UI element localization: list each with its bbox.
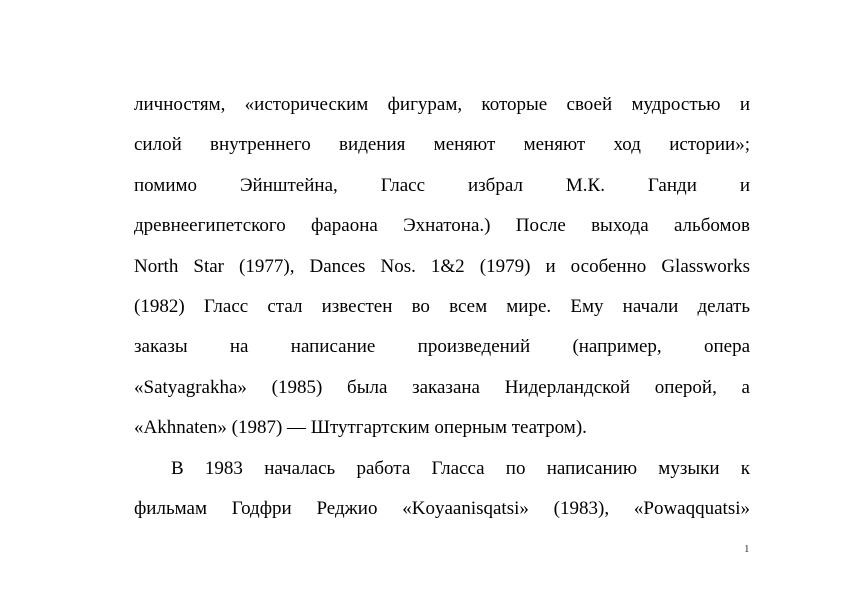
body-text	[134, 85, 750, 529]
text-line-2: силой внутреннего видения меняют меняют ход истории»;	[134, 134, 750, 156]
text-line-4: древнеегипетского фараона Эхнатона.) После выхода альбомов	[134, 215, 750, 237]
text-line-10: В 1983 началась работа Гласса по написанию музыки к	[171, 457, 750, 479]
text-line-9: «Akhnaten» (1987) — Штутгартским оперным театром).	[134, 417, 587, 439]
text-line-8: «Satyagrakha» (1985) была заказана Нидерландской оперой, а	[134, 376, 750, 398]
text-line-5: North Star (1977), Dances Nos. 1&2 (1979) и особенно Glassworks	[134, 255, 750, 277]
text-line-7: заказы на написание произведений (например, опера	[134, 336, 750, 358]
page-number: 1	[744, 543, 750, 555]
text-line-1: личностям, «историческим фигурам, которые своей мудростью и	[134, 94, 750, 115]
text-line-3: помимо Эйнштейна, Гласс избрал М.К. Ганди и	[134, 174, 750, 196]
text-line-6: (1982) Гласс стал известен во всем мире. Ему начали делать	[134, 295, 750, 317]
text-line-11: фильмам Годфри Реджио «Koyaanisqatsi» (1983), «Powaqquatsi»	[134, 497, 750, 519]
